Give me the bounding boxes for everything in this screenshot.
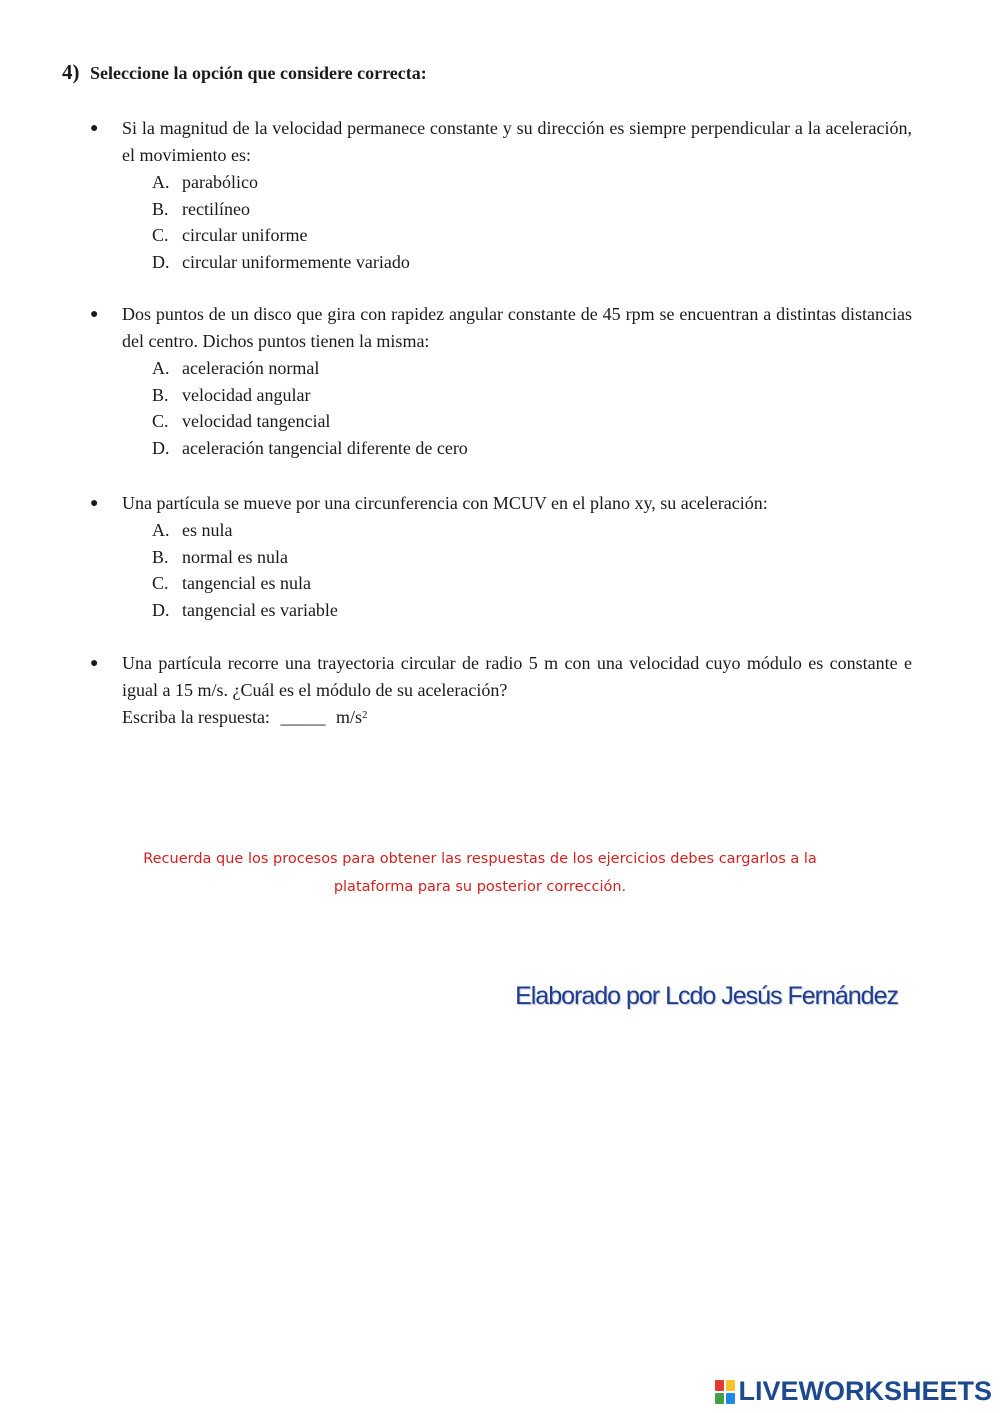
question-4 [90, 650, 912, 731]
options-list [90, 169, 912, 275]
bullet-icon: ● [90, 121, 99, 136]
reminder-note [110, 845, 850, 901]
bullet-icon: ● [90, 307, 99, 322]
question-1 [90, 115, 912, 275]
watermark-text: LIVEWORKSHEETS [738, 1376, 992, 1406]
bullet-icon: ● [90, 496, 99, 511]
answer-label: Escriba la respuesta: [122, 707, 270, 727]
section-title [62, 60, 427, 85]
options-list [90, 355, 912, 461]
option-a[interactable]: A. es nula [152, 520, 233, 540]
option-a[interactable]: A. parabólico [152, 172, 258, 192]
reminder-line-1: Recuerda que los procesos para obtener las respuestas de los ejercicios debes cargarlos a la [143, 851, 817, 867]
question-stem: Una partícula recorre una trayectoria circular de radio 5 m con una velocidad cuyo módulo es constante e igual a 15 m/s. ¿Cuál es el módulo de su aceleración? [122, 653, 912, 700]
option-b[interactable]: B. velocidad angular [152, 384, 311, 405]
question-stem: Una partícula se mueve por una circunferencia con MCUV en el plano xy, su aceleración: [122, 493, 768, 513]
option-c[interactable]: C. velocidad tangencial [152, 411, 331, 431]
option-d[interactable]: D. circular uniformemente variado [152, 251, 410, 272]
question-2 [90, 301, 912, 461]
options-list [90, 517, 912, 623]
section-instruction: Seleccione la opción que considere correcta: [90, 63, 427, 83]
author-credit: Elaborado por Lcdo Jesús Fernández [515, 982, 898, 1010]
reminder-line-2: plataforma para su posterior corrección. [333, 879, 627, 895]
question-3 [90, 490, 912, 623]
option-c[interactable]: C. tangencial es nula [152, 573, 311, 593]
liveworksheets-logo-icon [715, 1380, 735, 1404]
answer-input[interactable]: _____ [280, 707, 326, 727]
liveworksheets-watermark[interactable] [715, 1376, 992, 1407]
answer-line [90, 704, 912, 731]
bullet-icon: ● [90, 656, 99, 671]
answer-unit: $m/s^2$ [335, 707, 368, 727]
option-c[interactable]: C. circular uniforme [152, 225, 308, 245]
option-d[interactable]: D. tangencial es variable [152, 599, 338, 620]
option-b[interactable]: B. normal es nula [152, 546, 288, 567]
option-d[interactable]: D. aceleración tangencial diferente de cero [152, 437, 468, 458]
option-b[interactable]: B. rectilíneo [152, 198, 250, 219]
question-stem: Dos puntos de un disco que gira con rapidez angular constante de 45 rpm se encuentran a distintas distancias del centro. Dichos puntos tienen la misma: [122, 304, 912, 351]
section-number: 4) [62, 60, 80, 84]
question-stem: Si la magnitud de la velocidad permanece constante y su dirección es siempre perpendicular a la aceleración, el movimiento es: [122, 118, 912, 165]
option-a[interactable]: A. aceleración normal [152, 358, 320, 378]
